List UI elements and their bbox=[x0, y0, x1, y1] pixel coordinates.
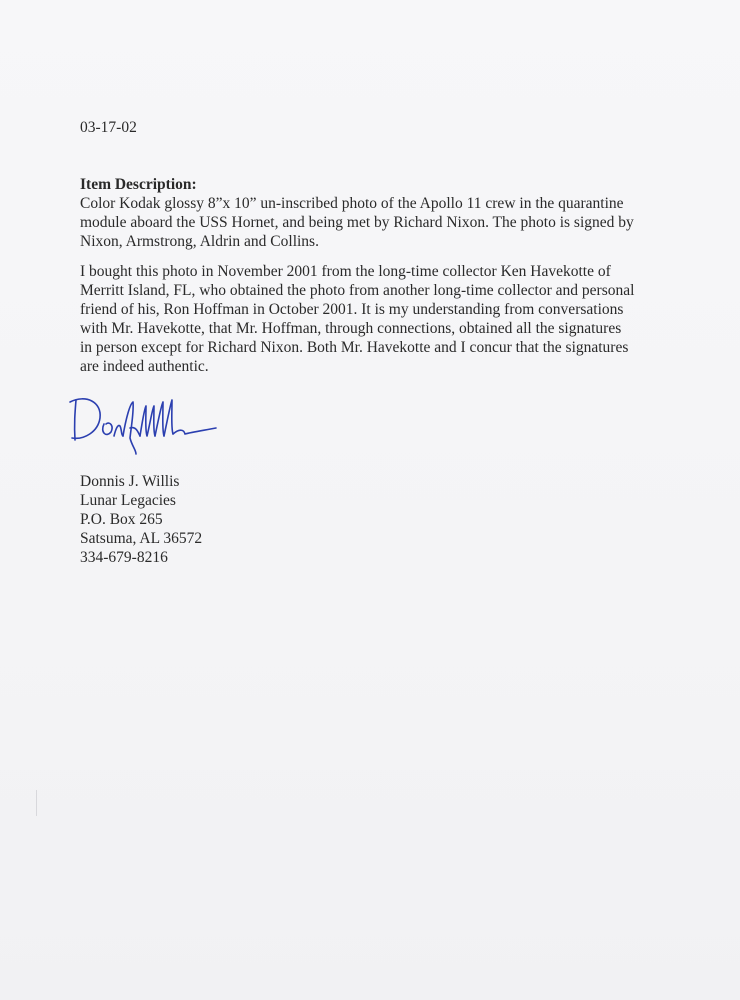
handwritten-signature bbox=[66, 388, 226, 458]
item-description-heading: Item Description: bbox=[80, 176, 197, 193]
sender-city-state-zip: Satsuma, AL 36572 bbox=[80, 530, 203, 547]
sender-po-box: P.O. Box 265 bbox=[80, 511, 163, 528]
provenance-line: in person except for Richard Nixon. Both Mr. Havekotte and I concur that the signatures bbox=[80, 339, 629, 356]
item-description-section bbox=[80, 175, 660, 251]
provenance-paragraph bbox=[80, 262, 660, 376]
provenance-line: are indeed authentic. bbox=[80, 358, 209, 375]
provenance-line: friend of his, Ron Hoffman in October 2001. It is my understanding from conversations bbox=[80, 301, 624, 318]
letter-date: 03-17-02 bbox=[80, 119, 137, 136]
provenance-line: I bought this photo in November 2001 from the long-time collector Ken Havekotte of bbox=[80, 263, 611, 280]
provenance-line: with Mr. Havekotte, that Mr. Hoffman, through connections, obtained all the signatures bbox=[80, 320, 622, 337]
paper-mark bbox=[36, 790, 37, 816]
description-line: Color Kodak glossy 8”x 10” un-inscribed photo of the Apollo 11 crew in the quarantine bbox=[80, 195, 624, 212]
provenance-line: Merritt Island, FL, who obtained the photo from another long-time collector and personal bbox=[80, 282, 635, 299]
sender-name: Donnis J. Willis bbox=[80, 473, 180, 490]
sender-address-block bbox=[80, 472, 202, 567]
description-line: module aboard the USS Hornet, and being met by Richard Nixon. The photo is signed by bbox=[80, 214, 634, 231]
description-line: Nixon, Armstrong, Aldrin and Collins. bbox=[80, 233, 319, 250]
sender-company: Lunar Legacies bbox=[80, 492, 176, 509]
sender-phone: 334-679-8216 bbox=[80, 549, 168, 566]
